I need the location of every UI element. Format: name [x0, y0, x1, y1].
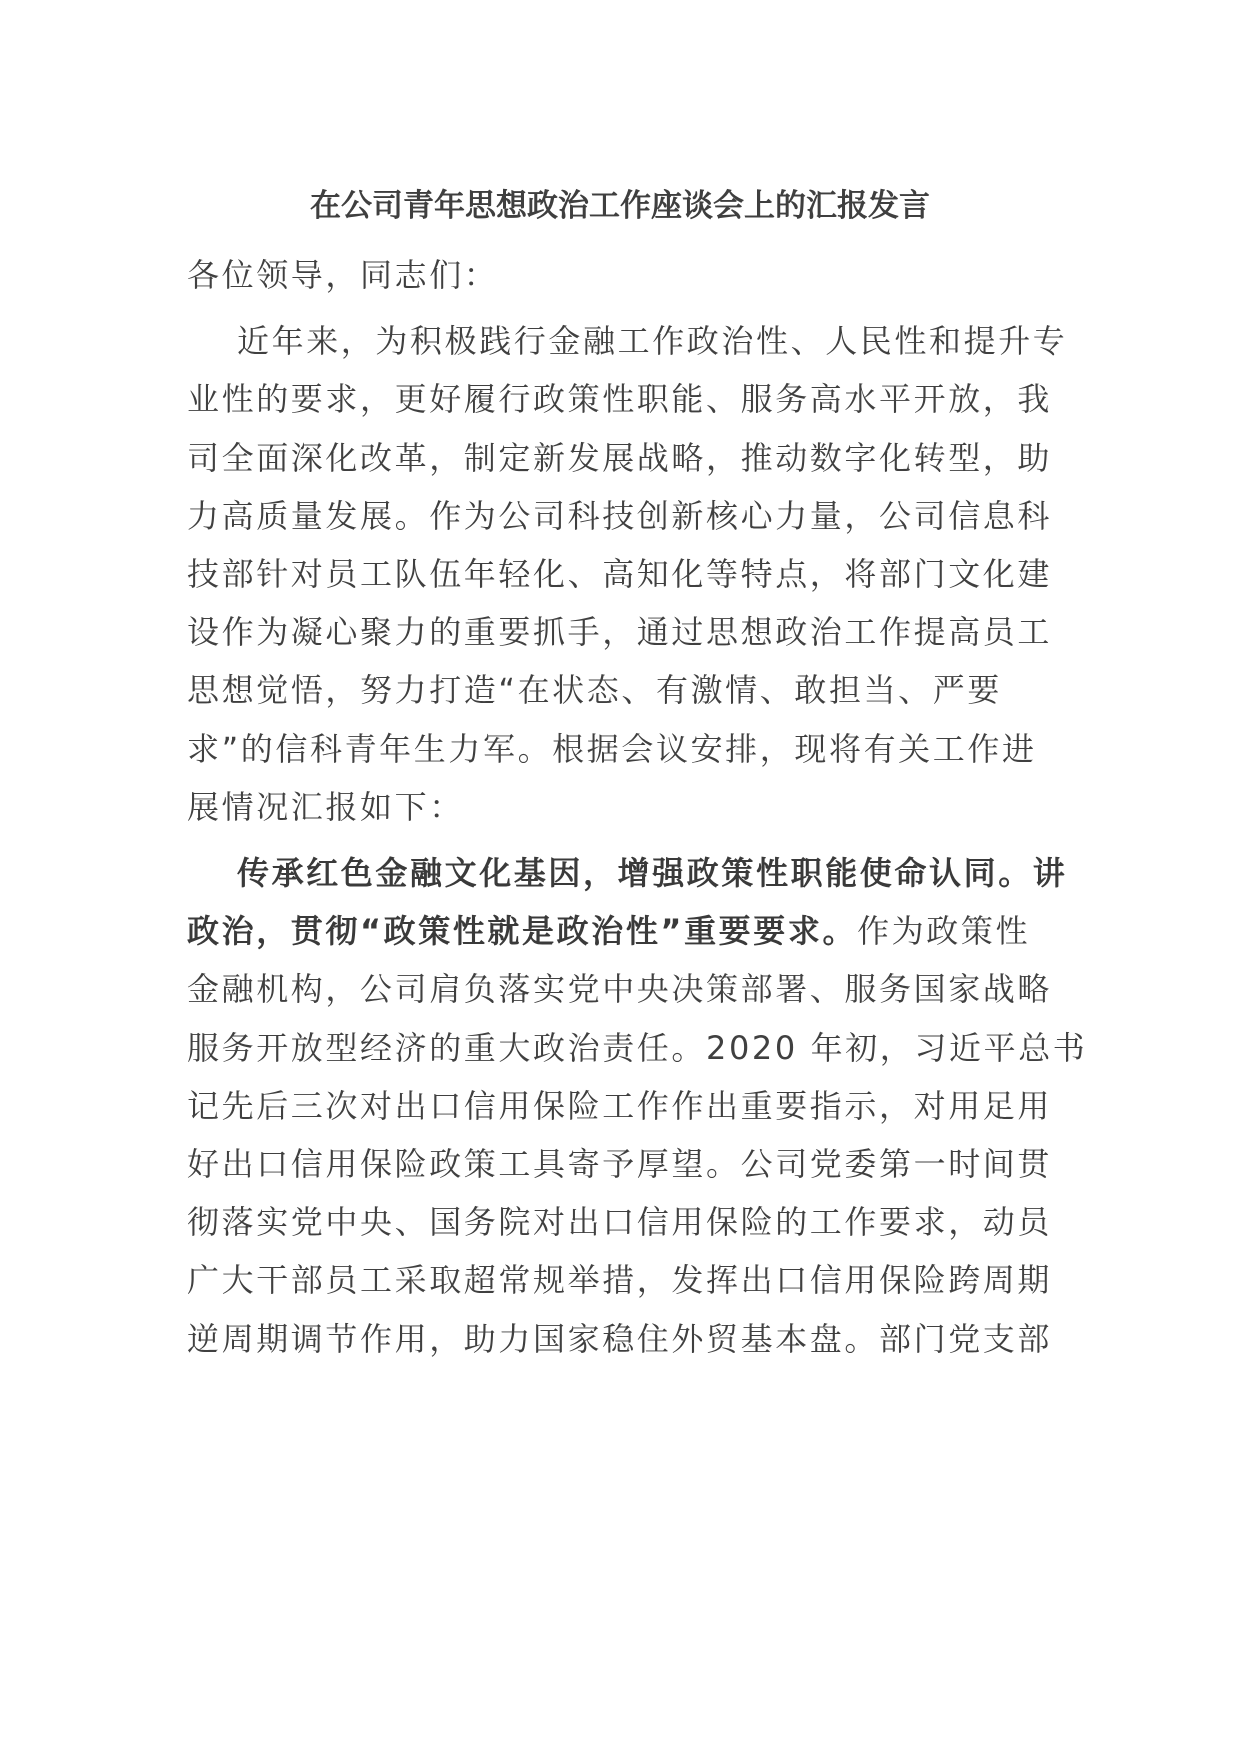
text-line: 力高质量发展。作为公司科技创新核心力量，公司信息科: [187, 496, 1053, 535]
text-line: 广大干部员工采取超常规举措，发挥出口信用保险跨周期: [187, 1261, 1053, 1300]
text-line: 彻落实党中央、国务院对出口信用保险的工作要求，动员: [187, 1203, 1053, 1242]
text-line: 求”的信科青年生力军。根据会议安排，现将有关工作进: [187, 729, 1037, 768]
text-line: 技部针对员工队伍年轻化、高知化等特点，将部门文化建: [187, 555, 1053, 594]
text-line: 思想觉悟，努力打造“在状态、有激情、敢担当、严要: [187, 671, 1002, 710]
paragraph-intro: [187, 312, 1068, 836]
paragraph-section-1: [187, 844, 1088, 1368]
text-line-rest: 作为政策性: [857, 912, 1031, 951]
text-line: 司全面深化改革，制定新发展战略，推动数字化转型，助: [187, 438, 1053, 477]
text-line: 好出口信用保险政策工具寄予厚望。公司党委第一时间贯: [187, 1145, 1053, 1184]
text-line: 展情况汇报如下：: [187, 787, 464, 826]
greeting: 各位领导，同志们：: [187, 256, 499, 294]
text-line: 记先后三次对出口信用保险工作作出重要指示，对用足用: [187, 1086, 1053, 1125]
text-line: 金融机构，公司肩负落实党中央决策部署、服务国家战略: [187, 970, 1053, 1009]
section-heading: 传承红色金融文化基因，增强政策性职能使命认同。讲: [237, 854, 1068, 893]
text-line: 业性的要求，更好履行政策性职能、服务高水平开放，我: [187, 380, 1053, 419]
document-title: 在公司青年思想政治工作座谈会上的汇报发言: [310, 188, 930, 224]
text-line: 设作为凝心聚力的重要抓手，通过思想政治工作提高员工: [187, 613, 1053, 652]
text-line: 近年来，为积极践行金融工作政治性、人民性和提升专: [237, 322, 1068, 361]
text-line: [187, 902, 1053, 960]
section-subheading: 政治，贯彻“政策性就是政治性”重要要求。: [187, 912, 858, 951]
text-line: 服务开放型经济的重大政治责任。2020 年初，习近平总书: [187, 1028, 1088, 1067]
text-line: 逆周期调节作用，助力国家稳住外贸基本盘。部门党支部: [187, 1319, 1053, 1358]
document-page: [187, 182, 1088, 1368]
